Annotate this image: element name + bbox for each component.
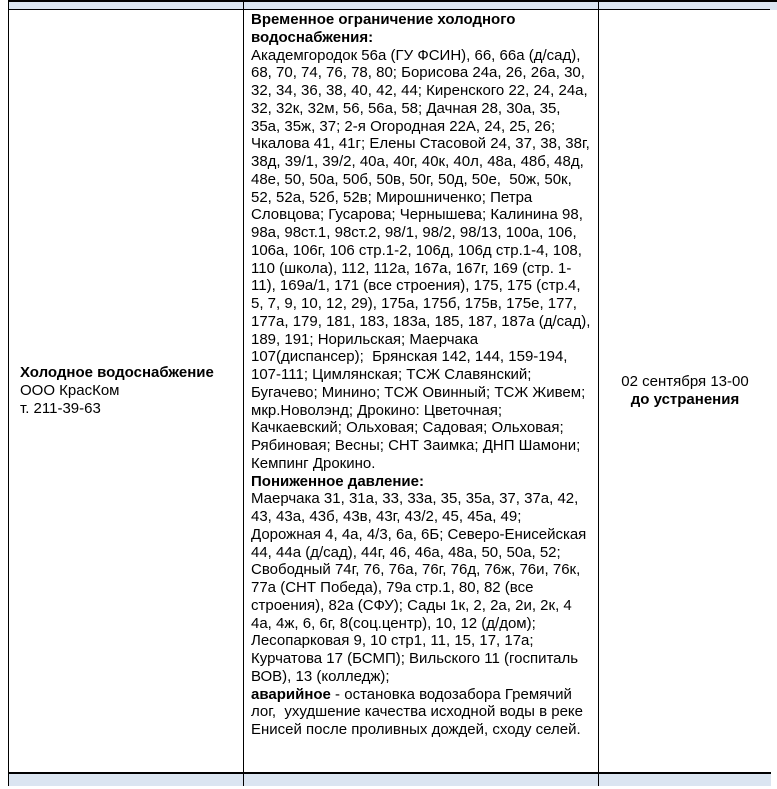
details-text: [251, 11, 595, 739]
pressure-heading: Пониженное давление:: [251, 472, 424, 490]
provider-phone: т. 211-39-63: [20, 399, 101, 417]
term-cell: [599, 10, 771, 774]
cropped-neighbor-cell-stub: [770, 0, 777, 10]
partial-top-cell-details: [244, 2, 599, 10]
restriction-addresses: Академгородок 56а (ГУ ФСИН), 66, 66а (д/сад), 68, 70, 74, 76, 78, 80; Борисова 24а, 26, 26а, 30, 32, 34, 36, 38, 40, 42, 44; Киренского 22, 24, 24а, 32, 32к, 32м, 56, 56а, 58; Дачная 28, 30а, 35, 35а, 35ж, 37; 2-я Огородная 22А, 24, 25, 26; Чкалова 41, 41г; Елены Стасовой 24, 37, 38, 38г, 38д, 39/1, 39/2, 40а, 40г, 40к, 40л, 48а, 48б, 48д, 48е, 50, 50а, 50б, 50в, 50г, 50д, 50е, 50ж, 50к, 52, 52а, 52б, 52в; Мирошниченко; Петра Словцова; Гусарова; Чернышева; Калинина 98, 98а, 98ст.1, 98ст.2, 98/1, 98/2, 98/13, 100а, 106, 106а, 106г, 106 стр.1-2, 106д, 106д стр.1-4, 108, 110 (школа), 112, 112а, 167а, 167г, 169 (стр. 1-11), 169а/1, 171 (все строения), 175, 175 (стр.4, 5, 7, 9, 10, 12, 29), 175а, 175б, 175в, 175е, 177, 177а, 179, 181, 183, 183а, 185, 187, 187а (д/сад), 189, 191; Норильская; Маерчака 107(диспансер); Брянская 142, 144, 159-194, 107-111; Цимлянская; ТСЖ Славянский; Бугачево; Минино; ТСЖ Овинный; ТСЖ Живем; мкр.Новолэнд; Дрокино: Цветочная; Качкаевский; Ольховая; Садовая; Ольховая; Рябиновая; Весны; СНТ Заимка; ДНП Шамони; Кемпинг Дрокино.: [251, 46, 595, 472]
partial-top-cell-term: [599, 2, 771, 10]
provider-block: [20, 364, 214, 417]
term-until: до устранения: [630, 391, 740, 408]
term-date: 02 сентября 13-00: [621, 373, 749, 391]
table-row-outage: [9, 10, 769, 774]
restriction-heading: Временное ограничение холодного водоснабжения:: [251, 11, 520, 46]
table-row-partial-bottom: [9, 774, 769, 786]
provider-service-name: Холодное водоснабжение: [20, 364, 214, 382]
partial-bottom-cell-provider: [9, 774, 244, 786]
table-row-partial-top: [9, 2, 769, 10]
details-cell: [244, 10, 599, 774]
emergency-description: - остановка водозабора Гремячий лог, ухудшение качества исходной воды в реке Енисей после проливных дождей, сходу селей.: [251, 685, 588, 738]
pressure-addresses: Маерчака 31, 31а, 33, 33а, 35, 35а, 37, 37а, 42, 43, 43а, 43б, 43в, 43г, 43/2, 45, 45а, 49; Дорожная 4, 4а, 4/3, 6а, 6Б; Северо-Енисейская 44, 44а (д/сад), 44г, 46, 46а, 48а, 50, 50а, 52; Свободный 74г, 76, 76а, 76г, 76д, 76ж, 76и, 76к, 77а (СНТ Победа), 79а стр.1, 80, 82 (все строения), 82а (СФУ); Сады 1к, 2, 2а, 2и, 2к, 4 4а, 4ж, 6, 6г, 8(соц.центр), 10, 12 (д/дом); Лесопарковая 9, 10 стр1, 11, 15, 17, 17а; Курчатова 17 (БСМП); Вильского 11 (госпиталь ВОВ), 13 (колледж);: [251, 490, 591, 685]
outage-table: [8, 0, 770, 786]
partial-bottom-cell-details: [244, 774, 599, 786]
provider-cell: [9, 10, 244, 774]
provider-organization: ООО КрасКом: [20, 382, 120, 400]
partial-top-cell-provider: [9, 2, 244, 10]
emergency-label: аварийное: [251, 685, 331, 703]
partial-bottom-cell-term: [599, 774, 771, 786]
